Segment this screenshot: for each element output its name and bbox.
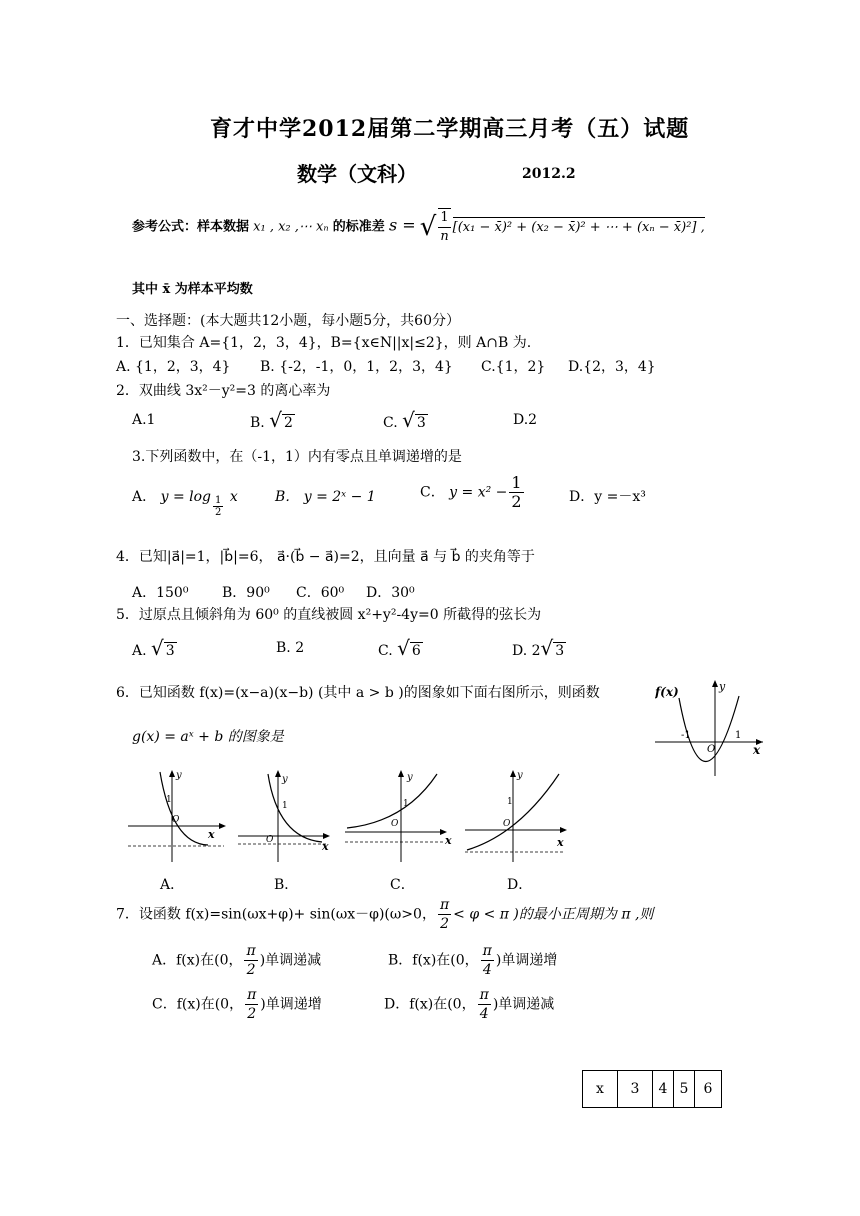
svg-text:y: y <box>176 770 182 781</box>
subject-title: 数学（文科） <box>297 162 417 186</box>
q1-option-c: C.{1，2} <box>481 359 546 375</box>
q3-option-a: A． y = log $\frac{1}{2}$ x <box>132 489 238 518</box>
q2-option-d: D.2 <box>513 412 538 428</box>
svg-text:1: 1 <box>282 801 288 811</box>
q3-option-d: D．y =－x³ <box>569 489 646 505</box>
q3-option-b: B． y = 2ˣ − 1 <box>275 489 376 505</box>
q6-option-b: B． <box>274 877 299 893</box>
q6-graph-a <box>128 768 228 864</box>
svg-text:O: O <box>172 815 180 825</box>
reference-formula: 参考公式：样本数据 x₁ , x₂ ,⋯ xₙ 的标准差 s = √ $\frac{1}{n}$ [(x₁ − x̄)² + (x₂ − x̄)² + ⋯ + (xₙ − x̄)²] , <box>132 210 705 244</box>
q6-graph-c <box>345 768 455 864</box>
q6-stem: 6．已知函数 f(x)=(x−a)(x−b) (其中 a > b )的图象如下面右图所示，则函数 <box>116 685 600 701</box>
svg-text:x: x <box>322 840 329 853</box>
q5-option-d: D. 2√ 3 <box>512 636 565 660</box>
table-row <box>583 1071 722 1108</box>
q7-option-b: B．f(x)在(0， $\frac{\pi}{4}$ )单调递增 <box>388 943 558 978</box>
svg-text:y: y <box>407 772 413 783</box>
q3-stem: 3.下列函数中，在（-1，1）内有零点且单调递增的是 <box>132 449 462 465</box>
data-table <box>582 1070 722 1108</box>
q5-option-b: B. 2 <box>276 640 305 656</box>
svg-text:1: 1 <box>735 730 742 741</box>
formula-note: 其中 x̄ 为样本平均数 <box>132 282 253 297</box>
svg-text:1: 1 <box>166 795 172 805</box>
svg-text:y: y <box>517 770 523 781</box>
q6-graph-d <box>465 768 575 864</box>
q3-option-c: C． y = x² − $\frac{1}{2}$ <box>420 473 522 511</box>
q7-stem: 7．设函数 f(x)=sin(ωx+φ)+ sin(ωx－φ)(ω>0， $\frac{\pi}{2}$ < φ < π )的最小正周期为 π ,则 <box>116 897 654 932</box>
q6-graph-b <box>238 768 338 864</box>
q1-option-b: B. {-2，-1，0，1，2，3，4} <box>260 359 453 375</box>
q4-option-c: C．60⁰ <box>296 585 345 601</box>
svg-text:O: O <box>503 819 511 829</box>
q1-option-a: A. {1，2，3，4} <box>116 359 231 375</box>
q7-option-a: A．f(x)在(0， $\frac{\pi}{2}$ )单调递减 <box>152 943 322 978</box>
svg-text:x: x <box>445 834 452 847</box>
svg-text:x: x <box>557 836 564 849</box>
q6-option-d: D． <box>507 877 533 893</box>
svg-text:O: O <box>391 819 399 829</box>
q4-option-a: A．150⁰ <box>132 585 189 601</box>
fx-graph <box>655 678 765 778</box>
q6-stem2: g(x) = aˣ + b 的图象是 <box>132 729 284 745</box>
table-cell: 3 <box>618 1071 653 1108</box>
q2-option-a: A.1 <box>132 412 156 428</box>
exam-date: 2012.2 <box>522 166 576 182</box>
table-cell: 4 <box>653 1071 674 1108</box>
q4-option-d: D．30⁰ <box>366 585 415 601</box>
q4-stem: 4．已知|a⃗|=1，|b⃗|=6， a⃗·(b⃗ − a⃗)=2，且向量 a⃗ 与 b⃗ 的夹角等于 <box>116 549 535 565</box>
svg-text:1: 1 <box>507 797 513 807</box>
q2-option-b: B. √ 2 <box>250 408 293 432</box>
q5-stem: 5．过原点且倾斜角为 60⁰ 的直线被圆 x²+y²-4y=0 所截得的弦长为 <box>116 607 542 623</box>
q1-option-d: D.{2，3，4} <box>568 359 656 375</box>
svg-text:x: x <box>208 828 215 841</box>
q4-option-b: B．90⁰ <box>222 585 270 601</box>
svg-text:y: y <box>282 774 288 785</box>
q6-option-a: A． <box>160 877 185 893</box>
svg-text:1: 1 <box>403 799 409 809</box>
svg-text:x: x <box>753 743 761 757</box>
table-cell: x <box>583 1071 618 1108</box>
q7-option-c: C．f(x)在(0， $\frac{\pi}{2}$ )单调递增 <box>152 987 322 1022</box>
q7-option-d: D．f(x)在(0， $\frac{\pi}{4}$ )单调递减 <box>384 987 555 1022</box>
table-cell: 6 <box>695 1071 722 1108</box>
table-cell: 5 <box>674 1071 695 1108</box>
page-title: 育才中学2012届第二学期高三月考（五）试题 <box>210 116 690 142</box>
svg-text:y: y <box>719 680 726 693</box>
svg-text:-1: -1 <box>681 730 691 741</box>
fx-label: f(x) <box>655 685 679 699</box>
q6-option-c: C． <box>390 877 415 893</box>
q2-option-c: C. √ 3 <box>383 408 426 432</box>
section-heading: 一、选择题：(本大题共12小题，每小题5分，共60分） <box>116 313 460 329</box>
q1-stem: 1．已知集合 A={1，2，3，4}，B={x∈N||x|≤2}，则 A∩B 为. <box>116 335 532 351</box>
svg-text:O: O <box>266 835 274 845</box>
q5-option-a: A. √ 3 <box>132 636 175 660</box>
svg-text:O: O <box>707 744 716 755</box>
q5-option-c: C. √ 6 <box>378 636 421 660</box>
q2-stem: 2．双曲线 3x²－y²=3 的离心率为 <box>116 383 331 399</box>
